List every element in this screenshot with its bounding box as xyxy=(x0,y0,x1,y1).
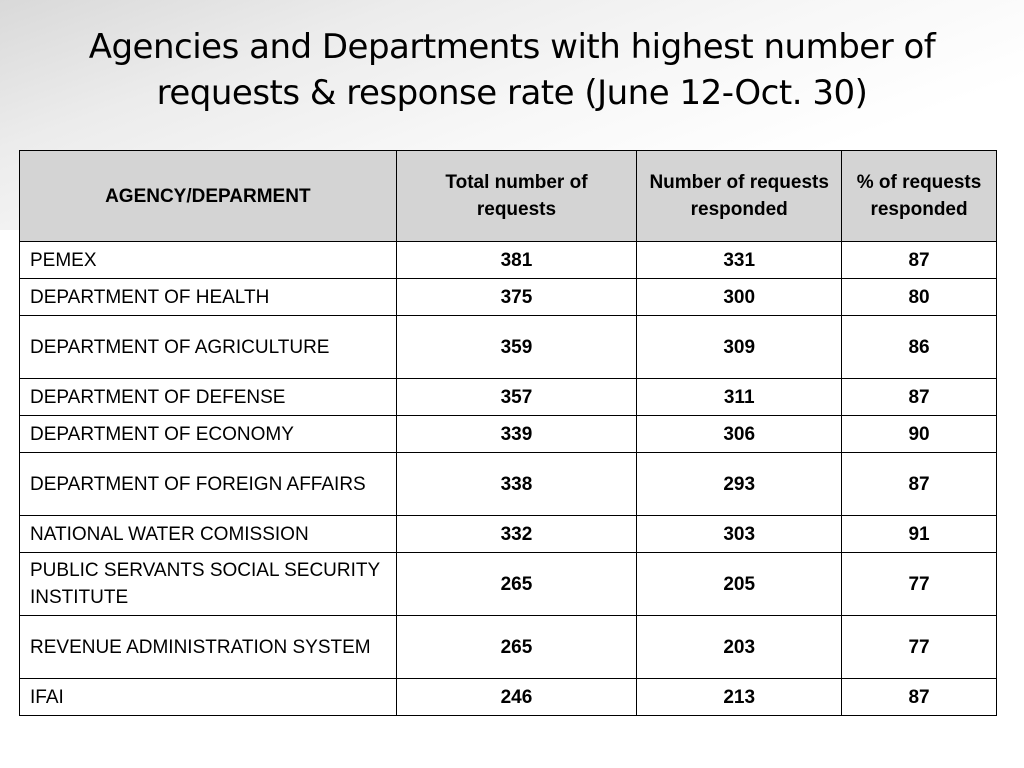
percent-cell: 91 xyxy=(842,516,997,553)
total-cell: 246 xyxy=(396,679,637,716)
table-row xyxy=(20,279,997,316)
table-row xyxy=(20,453,997,516)
agency-cell: IFAI xyxy=(20,679,397,716)
title-line-1: Agencies and Departments with highest number of xyxy=(88,27,936,67)
header-requests-responded: Number of requests responded xyxy=(637,151,842,242)
percent-cell: 80 xyxy=(842,279,997,316)
header-total-requests: Total number of requests xyxy=(396,151,637,242)
table-row xyxy=(20,616,997,679)
agency-cell: REVENUE ADMINISTRATION SYSTEM xyxy=(20,616,397,679)
percent-cell: 87 xyxy=(842,453,997,516)
table-row xyxy=(20,242,997,279)
percent-cell: 77 xyxy=(842,553,997,616)
percent-cell: 90 xyxy=(842,416,997,453)
agency-cell: DEPARTMENT OF AGRICULTURE xyxy=(20,316,397,379)
agency-cell: NATIONAL WATER COMISSION xyxy=(20,516,397,553)
agency-requests-table xyxy=(19,150,997,716)
responded-cell: 306 xyxy=(637,416,842,453)
table-row xyxy=(20,379,997,416)
total-cell: 357 xyxy=(396,379,637,416)
table-row xyxy=(20,516,997,553)
total-cell: 338 xyxy=(396,453,637,516)
agency-cell: PUBLIC SERVANTS SOCIAL SECURITY INSTITUTE xyxy=(20,553,397,616)
percent-cell: 86 xyxy=(842,316,997,379)
responded-cell: 300 xyxy=(637,279,842,316)
responded-cell: 303 xyxy=(637,516,842,553)
total-cell: 381 xyxy=(396,242,637,279)
responded-cell: 213 xyxy=(637,679,842,716)
responded-cell: 205 xyxy=(637,553,842,616)
percent-cell: 87 xyxy=(842,379,997,416)
total-cell: 375 xyxy=(396,279,637,316)
percent-cell: 77 xyxy=(842,616,997,679)
agency-cell: PEMEX xyxy=(20,242,397,279)
responded-cell: 331 xyxy=(637,242,842,279)
responded-cell: 203 xyxy=(637,616,842,679)
agency-cell: DEPARTMENT OF HEALTH xyxy=(20,279,397,316)
total-cell: 332 xyxy=(396,516,637,553)
table-row xyxy=(20,553,997,616)
responded-cell: 309 xyxy=(637,316,842,379)
table-row xyxy=(20,416,997,453)
percent-cell: 87 xyxy=(842,679,997,716)
header-agency: AGENCY/DEPARMENT xyxy=(20,151,397,242)
agency-cell: DEPARTMENT OF ECONOMY xyxy=(20,416,397,453)
header-percent-responded: % of requests responded xyxy=(842,151,997,242)
table-header-row xyxy=(20,151,997,242)
total-cell: 265 xyxy=(396,553,637,616)
table-row xyxy=(20,316,997,379)
table-row xyxy=(20,679,997,716)
agency-cell: DEPARTMENT OF DEFENSE xyxy=(20,379,397,416)
percent-cell: 87 xyxy=(842,242,997,279)
responded-cell: 311 xyxy=(637,379,842,416)
total-cell: 339 xyxy=(396,416,637,453)
title-line-2: requests & response rate (June 12-Oct. 30) xyxy=(156,73,868,113)
page-title xyxy=(0,24,1024,116)
total-cell: 359 xyxy=(396,316,637,379)
responded-cell: 293 xyxy=(637,453,842,516)
agency-cell: DEPARTMENT OF FOREIGN AFFAIRS xyxy=(20,453,397,516)
total-cell: 265 xyxy=(396,616,637,679)
